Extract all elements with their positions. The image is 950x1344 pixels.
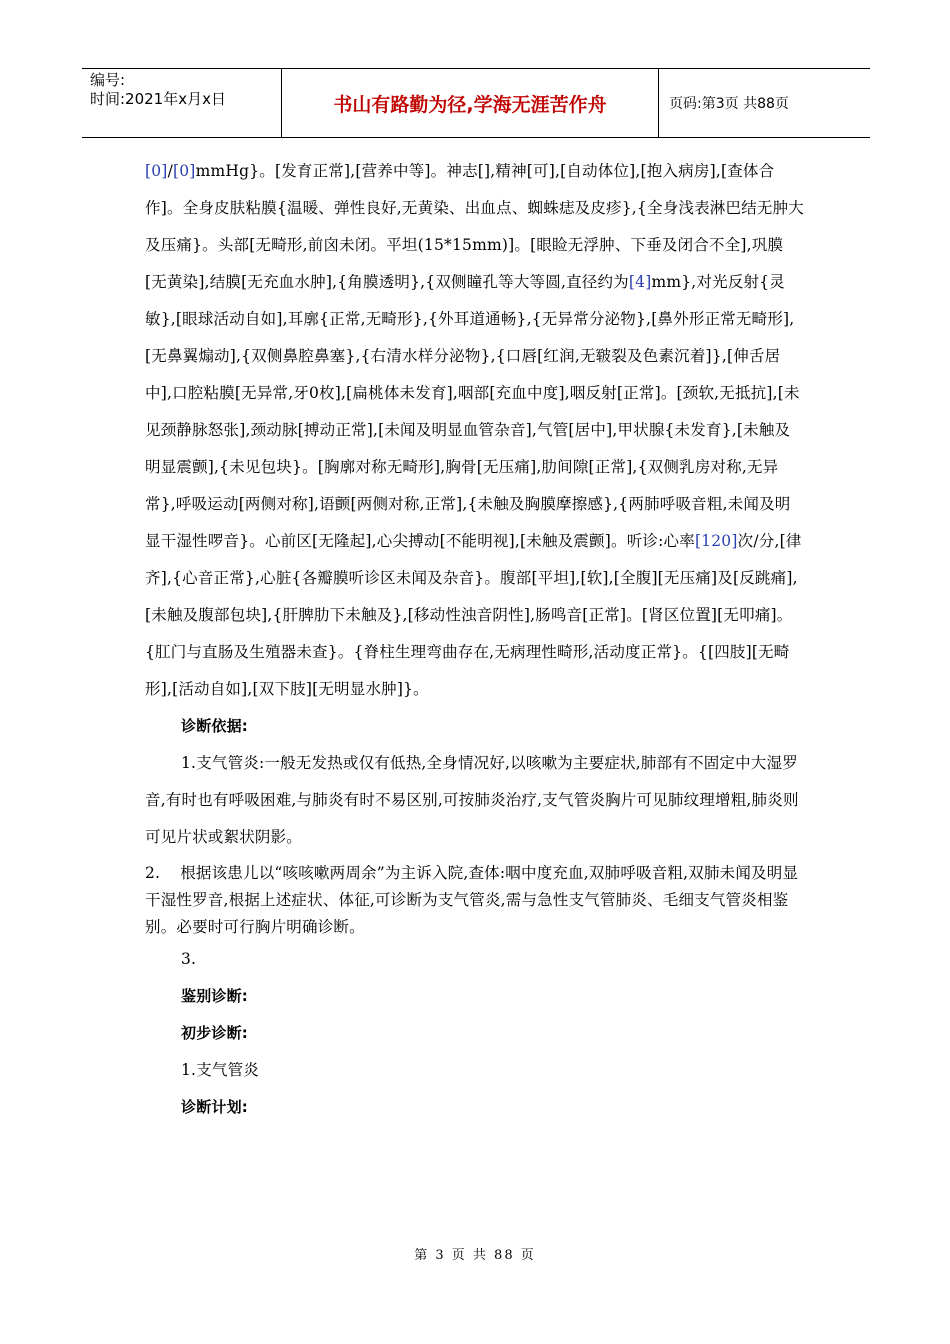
exam-text-b: mm},对光反射{灵敏},[眼球活动自如],耳廓{正常,无畸形},{外耳道通畅},{无异常分泌物},[鼻外形正常无畸形],[无鼻翼煽动],{双侧鼻腔鼻塞},{右清水样分泌物},{口唇[红润,无皲裂及色素沉着]},[伸舌居中],口腔粘膜[无异常,牙0枚],[扁桃体未发育],咽部[充血中度],咽反射[正常]。[颈软,无抵抗],[未见颈静脉怒张],颈动脉[搏动正常],[未闻及明显血管杂音],气管[居中],甲状腺{未发育},[未触及明显震颤],{未见包块}。[胸廓对称无畸形],胸骨[无压痛],肋间隙[正常],{双侧乳房对称,无异常},呼吸运动[两侧对称],语颤[两侧对称,正常],{未触及胸膜摩擦感},{两肺呼吸音粗,未闻及明显干湿性啰音}。心前区[无隆起],心尖搏动[不能明视],[未触及震颤]。听诊:心率 xyxy=(145,273,800,550)
basis-item-1: 1.支气管炎:一般无发热或仅有低热,全身情况好,以咳嗽为主要症状,肺部有不固定中大湿罗音,有时也有呼吸困难,与肺炎有时不易区别,可按肺炎治疗,支气管炎胸片可见肺纹理增粗,肺炎则可见片状或絮状阴影。 xyxy=(145,754,799,846)
exam-text-c: 次/分,[律齐],{心音正常},心脏{各瓣膜听诊区未闻及杂音}。腹部[平坦],[软],[全腹][无压痛]及[反跳痛],[未触及腹部包块],{肝脾肋下未触及},[移动性浊音阴性],肠鸣音[正常]。[肾区位置][无叩痛]。{肛门与直肠及生殖器未查}。{脊柱生理弯曲存在,无病理性畸形,活动度正常}。{[四肢][无畸形],[活动自如],[双下肢][无明显水肿]}。 xyxy=(145,532,802,698)
basis-item-3: 3. xyxy=(181,950,197,968)
heading-diagnosis-plan: 诊断计划: xyxy=(181,1098,248,1116)
pupil-diameter-value: [4] xyxy=(628,273,652,291)
bp-separator: / xyxy=(167,162,173,180)
page-footer: 第 3 页 共 88 页 xyxy=(414,1248,536,1263)
serial-label: 编号: xyxy=(90,71,126,89)
header-meta xyxy=(82,69,282,137)
heading-differential-diagnosis: 鉴别诊断: xyxy=(181,987,248,1005)
heading-diagnosis-basis: 诊断依据: xyxy=(181,717,248,735)
heart-rate-value: [120] xyxy=(694,532,738,550)
header-motto: 书山有路勤为径,学海无涯苦作舟 xyxy=(282,69,659,137)
bp-value-systolic: [0] xyxy=(145,162,168,180)
page-header xyxy=(82,68,870,138)
basis-item-2 xyxy=(145,860,805,941)
document-body xyxy=(145,153,805,1126)
physical-exam-paragraph xyxy=(145,153,805,708)
bp-value-diastolic: [0] xyxy=(173,162,196,180)
header-page-label: 页码:第3页 共88页 xyxy=(669,96,789,112)
basis-item-2-text: 根据该患儿以“咳咳嗽两周余”为主诉入院,查体:咽中度充血,双肺呼吸音粗,双肺未闻及明显干湿性罗音,根据上述症状、体征,可诊断为支气管炎,需与急性支气管肺炎、毛细支气管炎相鉴别。必要时可行胸片明确诊断。 xyxy=(145,864,799,936)
basis-item-2-number: 2. xyxy=(145,864,161,882)
heading-initial-diagnosis: 初步诊断: xyxy=(181,1024,248,1042)
initial-diagnosis-item-1: 1.支气管炎 xyxy=(181,1061,259,1079)
time-label: 时间:2021年x月x日 xyxy=(90,90,226,108)
exam-text-a: mmHg}。[发育正常],[营养中等]。神志[],精神[可],[自动体位],[抱入病房],[查体合作]。全身皮肤粘膜{温暖、弹性良好,无黄染、出血点、蜘蛛痣及皮疹},{全身浅表淋巴结无肿大及压痛}。头部[无畸形,前囟未闭。平坦(15*15mm)]。[眼睑无浮肿、下垂及闭合不全],巩膜[无黄染],结膜[无充血水肿],{角膜透明},{双侧瞳孔等大等圆,直径约为 xyxy=(145,162,804,291)
